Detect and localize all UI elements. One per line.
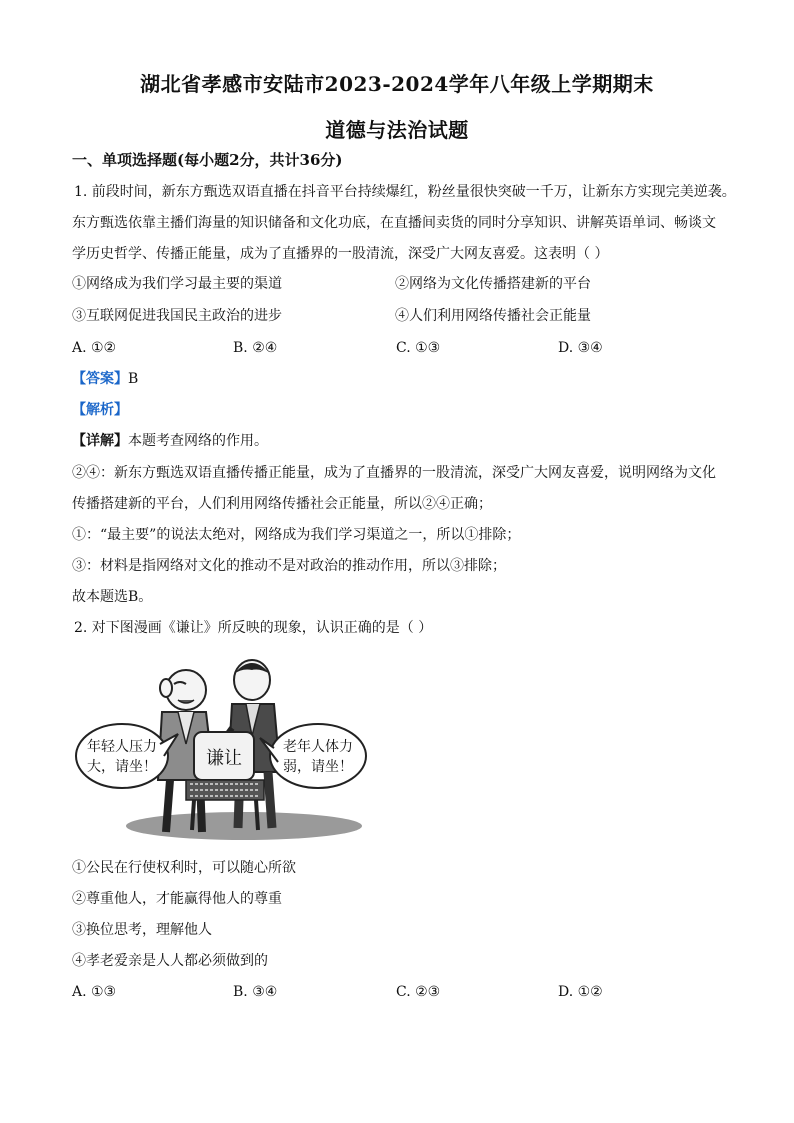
answer-tag: 【答案】 — [72, 371, 128, 387]
q1-option-c: C. ①③ — [396, 340, 441, 356]
q2-item-1: ①公民在行使权利时，可以随心所欲 — [72, 860, 296, 876]
q1-item-2: ②网络为文化传播搭建新的平台 — [395, 276, 591, 292]
answer-value: B — [128, 371, 139, 387]
q2-option-a: A. ①③ — [72, 984, 117, 1000]
cartoon-image — [74, 648, 370, 844]
ground-shadow — [126, 812, 362, 840]
right-bubble-line-2: 弱，请坐！ — [283, 759, 353, 775]
right-bubble-line-1: 老年人体力 — [283, 739, 353, 755]
q2-option-d: D. ①② — [558, 984, 603, 1000]
q1-option-b: B. ②④ — [233, 340, 278, 356]
analysis-tag: 【解析】 — [72, 402, 128, 418]
q2-item-3: ③换位思考，理解他人 — [72, 922, 212, 938]
q1-option-d: D. ③④ — [558, 340, 603, 356]
q1-explain-line-1: ②④：新东方甄选双语直播传播正能量，成为了直播界的一股清流，深受广大网友喜爱，说明网络为文化 — [72, 465, 716, 481]
q1-option-a: A. ①② — [72, 340, 117, 356]
q1-explain-line-4: ③：材料是指网络对文化的推动不是对政治的推动作用，所以③排除； — [72, 558, 506, 574]
q1-detail-row — [72, 431, 268, 451]
left-bubble-line-2: 大，请坐！ — [87, 759, 157, 775]
q1-item-3: ③互联网促进我国民主政治的进步 — [72, 308, 282, 324]
q1-item-1: ①网络成为我们学习最主要的渠道 — [72, 276, 282, 292]
section-heading: 一、单项选择题(每小题2分，共计36分) — [72, 151, 343, 169]
q2-option-b: B. ③④ — [233, 984, 278, 1000]
q2-item-4: ④孝老爱亲是人人都必须做到的 — [72, 953, 268, 969]
q2-option-c: C. ②③ — [396, 984, 441, 1000]
q2-stem: 2. 对下图漫画《谦让》所反映的现象，认识正确的是（ ） — [74, 620, 433, 636]
q1-explain-line-3: ①：“最主要”的说法太绝对，网络成为我们学习渠道之一，所以①排除； — [72, 527, 521, 543]
q1-answer-row — [72, 369, 138, 389]
q2-item-2: ②尊重他人，才能赢得他人的尊重 — [72, 891, 282, 907]
q1-stem-line-1: 1. 前段时间，新东方甄选双语直播在抖音平台持续爆红，粉丝量很快突破一千万，让新东方实现完美逆袭。 — [74, 184, 736, 200]
document-subtitle: 道德与法治试题 — [325, 118, 469, 142]
q1-stem-line-2: 东方甄选依靠主播们海量的知识储备和文化功底，在直播间卖货的同时分享知识、讲解英语单词、畅谈文 — [72, 215, 716, 231]
seat-sign-text: 谦让 — [206, 748, 242, 769]
q1-stem-line-3: 学历史哲学、传播正能量，成为了直播界的一股清流，深受广大网友喜爱。这表明（ ） — [72, 246, 609, 262]
q1-explain-line-5: 故本题选B。 — [72, 589, 153, 605]
detail-text: 本题考查网络的作用。 — [128, 433, 268, 449]
q1-analysis-tag — [72, 400, 128, 420]
detail-tag: 【详解】 — [72, 433, 128, 449]
q1-item-4: ④人们利用网络传播社会正能量 — [395, 308, 591, 324]
document-title: 湖北省孝感市安陆市2023-2024学年八年级上学期期末 — [140, 72, 654, 96]
q1-explain-line-2: 传播搭建新的平台，人们利用网络传播社会正能量，所以②④正确； — [72, 496, 492, 512]
left-bubble-line-1: 年轻人压力 — [87, 739, 157, 755]
